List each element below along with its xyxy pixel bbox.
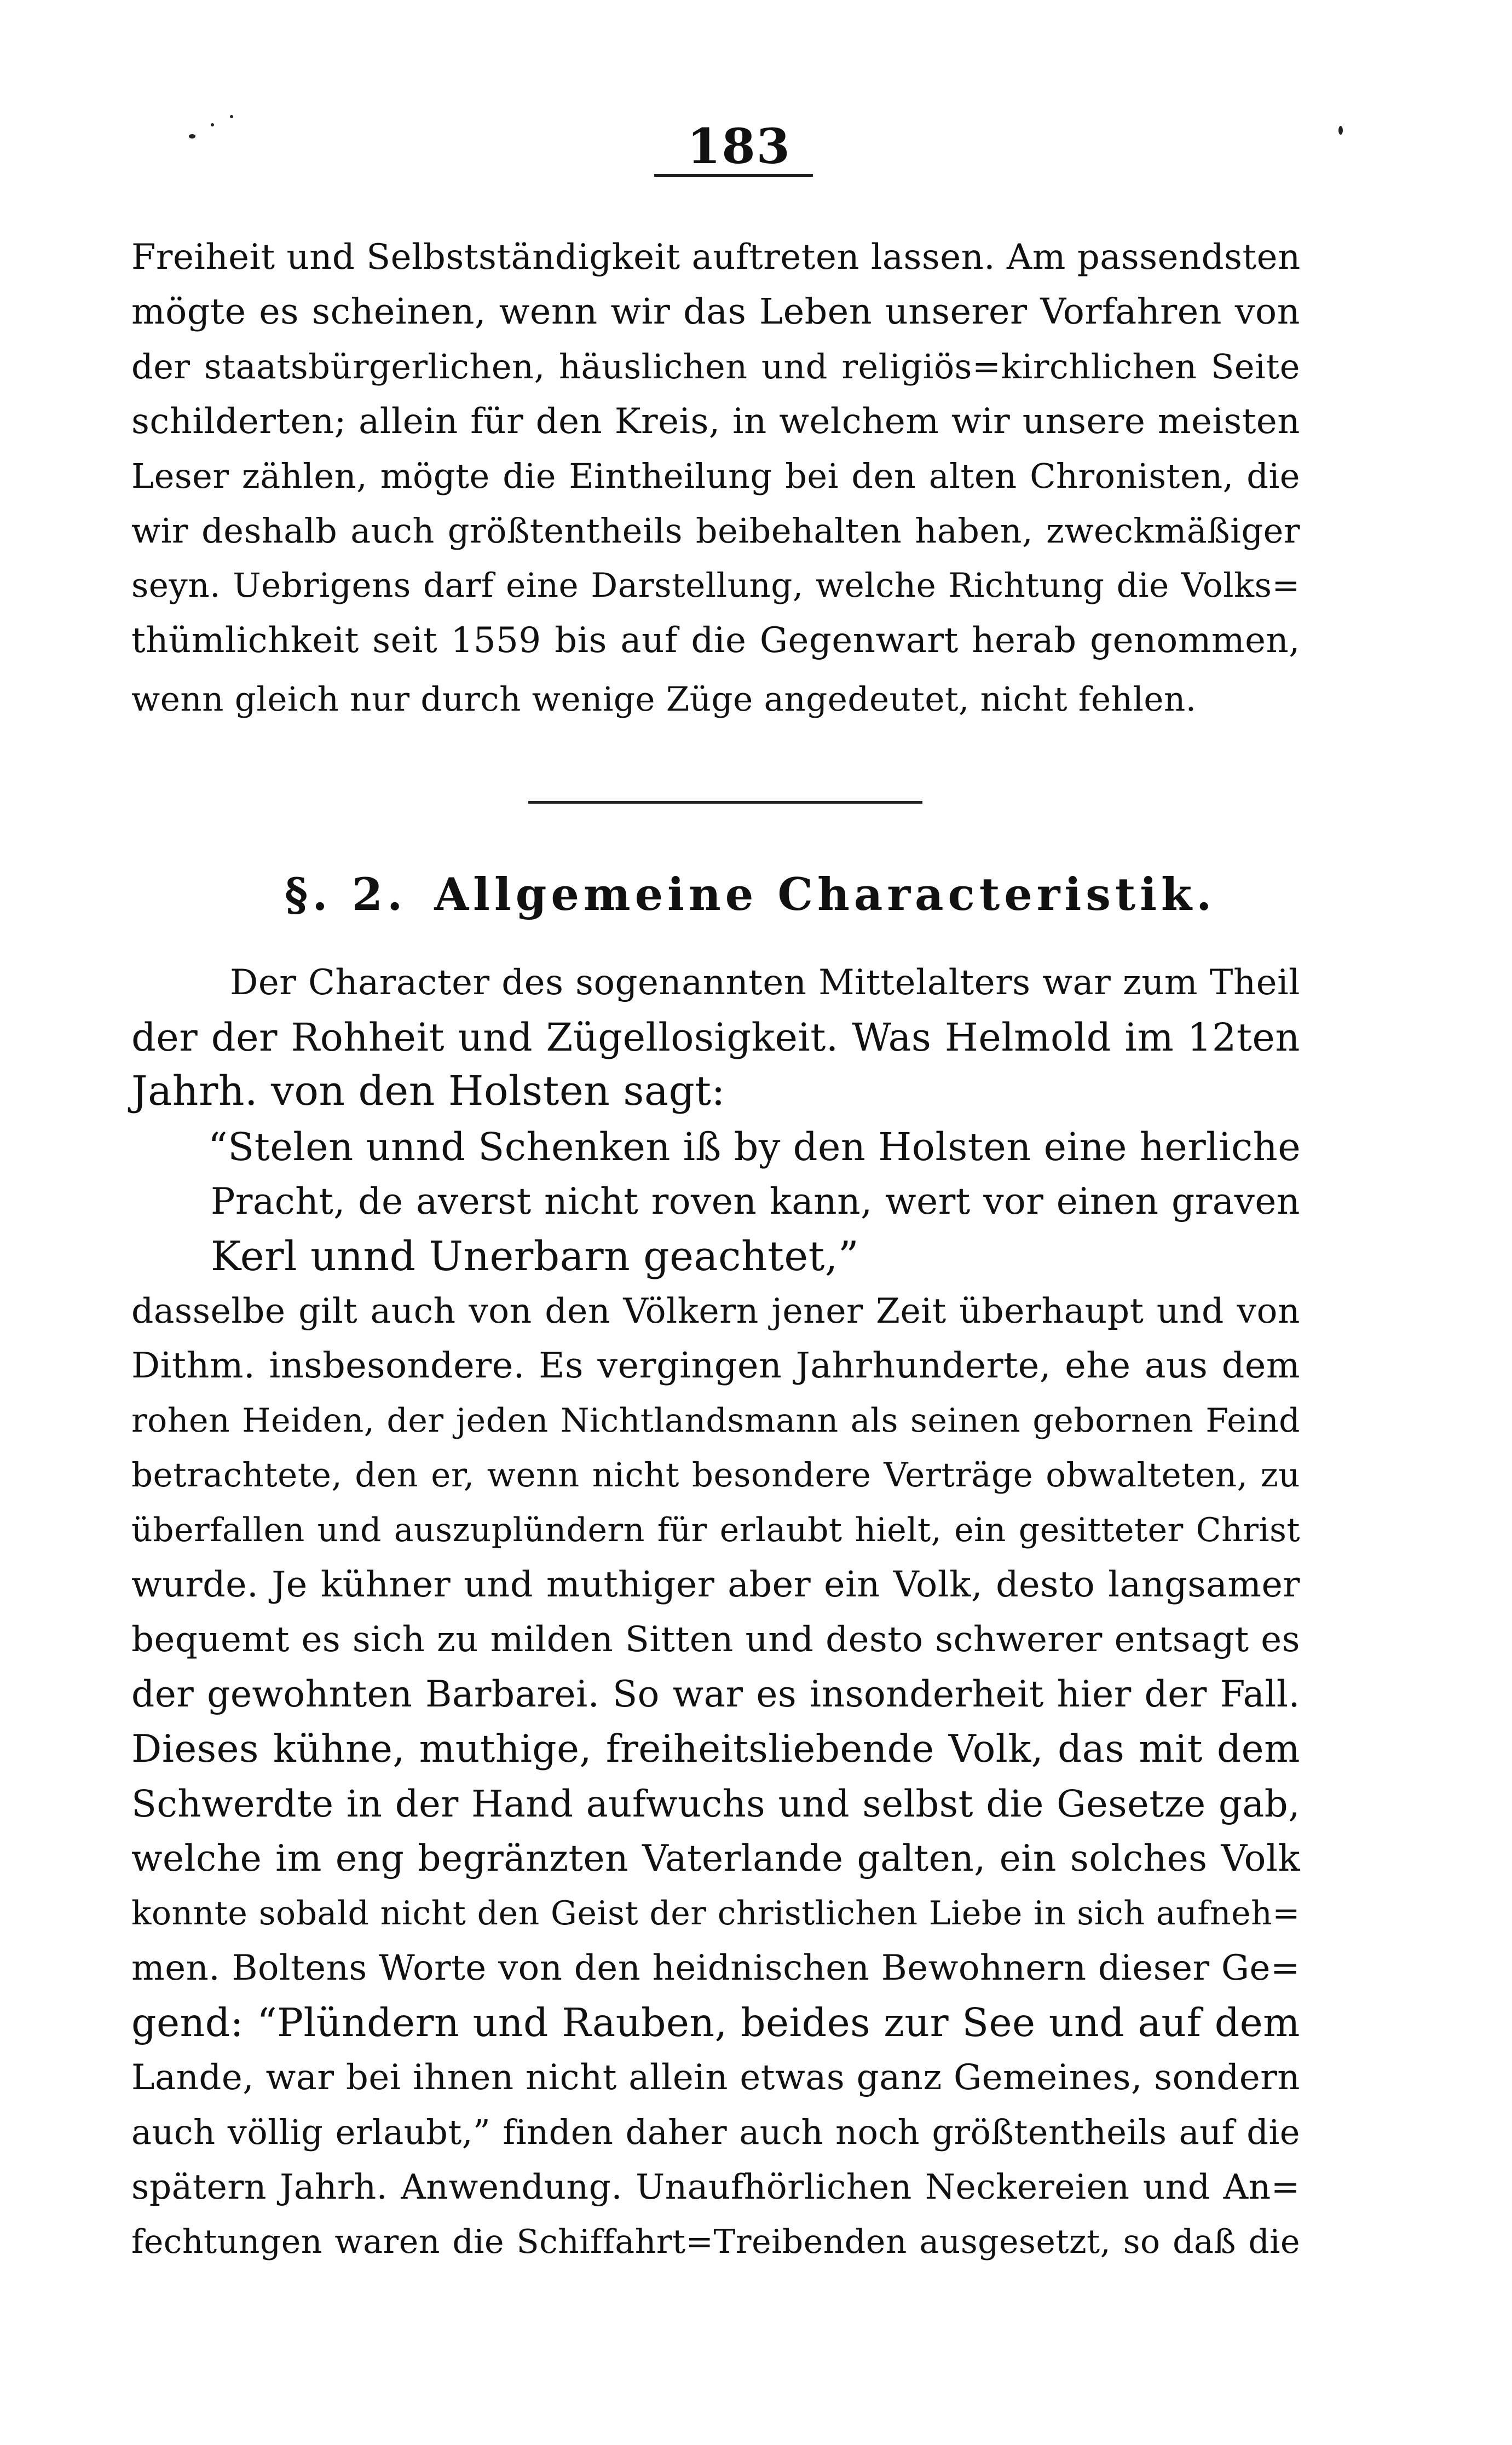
text-line: welche im eng begränzten Vaterlande galten, ein solches Volk [131, 1837, 1300, 1879]
section-number: §. 2. [285, 869, 407, 921]
text-line: konnte sobald nicht den Geist der christlichen Liebe in sich aufneh= [131, 1894, 1300, 1933]
text-line: wir deshalb auch größtentheils beibehalten haben, zweckmäßiger [131, 511, 1300, 551]
quote-line: “Stelen unnd Schenken iß by den Holsten eine herliche [208, 1125, 1301, 1169]
text-line: thümlichkeit seit 1559 bis auf die Gegenwart herab genommen, [131, 620, 1300, 661]
text-line: der staatsbürgerlichen, häuslichen und religiös=kirchlichen Seite [131, 347, 1300, 387]
ink-speck [1338, 126, 1343, 135]
text-line: überfallen und auszuplündern für erlaubt hielt, ein gesitteter Christ [131, 1511, 1300, 1549]
section-divider [528, 801, 922, 804]
text-line: Schwerdte in der Hand aufwuchs und selbst die Gesetze gab, [131, 1783, 1300, 1825]
header-rule [654, 174, 813, 177]
ink-speck [189, 134, 195, 139]
text-line: Jahrh. von den Holsten sagt: [131, 1068, 725, 1115]
text-line: rohen Heiden, der jeden Nichtlandsmann als seinen gebornen Feind [131, 1402, 1300, 1440]
ink-speck [230, 115, 233, 118]
text-line: mögte es scheinen, wenn wir das Leben unserer Vorfahren von [131, 291, 1300, 332]
text-line: bequemt es sich zu milden Sitten und desto schwerer entsagt es [131, 1619, 1300, 1660]
text-line: Lande, war bei ihnen nicht allein etwas ganz Gemeines, sondern [131, 2057, 1300, 2098]
text-line: seyn. Uebrigens darf eine Darstellung, welche Richtung die Volks= [131, 566, 1300, 605]
text-line: Freiheit und Selbstständigkeit auftreten lassen. Am passendsten [131, 237, 1301, 278]
page-number: 183 [687, 118, 791, 175]
text-line: Dithm. insbesondere. Es vergingen Jahrhunderte, ehe aus dem [131, 1345, 1300, 1386]
text-line: men. Boltens Worte von den heidnischen Bewohnern dieser Ge= [131, 1948, 1300, 1988]
text-line: auch völlig erlaubt,” finden daher auch noch größtentheils auf die [131, 2112, 1300, 2152]
text-line: Der Character des sogenannten Mittelalters war zum Theil [230, 962, 1300, 1003]
text-line: Dieses kühne, muthige, freiheitsliebende Volk, das mit dem [131, 1727, 1300, 1771]
text-line: spätern Jahrh. Anwendung. Unaufhörlichen Neckereien und An= [131, 2167, 1300, 2207]
text-line: wurde. Je kühner und muthiger aber ein Volk, desto langsamer [131, 1564, 1300, 1605]
section-heading [285, 860, 1215, 931]
text-line: fechtungen waren die Schiffahrt=Treibenden ausgesetzt, so daß die [131, 2223, 1300, 2261]
text-line: betrachtete, den er, wenn nicht besondere Verträge obwalteten, zu [131, 1456, 1300, 1495]
text-line: gend: “Plündern und Rauben, beides zur See und auf dem [131, 2000, 1300, 2045]
text-line: wenn gleich nur durch wenige Züge angedeutet, nicht fehlen. [131, 680, 1197, 719]
quote-line: Pracht, de averst nicht roven kann, wert vor einen graven [211, 1180, 1300, 1222]
ink-speck [211, 123, 214, 126]
text-line: der der Rohheit und Zügellosigkeit. Was Helmold im 12ten [131, 1015, 1300, 1060]
quote-line: Kerl unnd Unerbarn geachtet,” [211, 1233, 859, 1280]
text-line: schilderten; allein für den Kreis, in welchem wir unsere meisten [131, 401, 1300, 442]
section-title: Allgemeine Characteristik. [434, 869, 1216, 921]
text-line: Leser zählen, mögte die Eintheilung bei den alten Chronisten, die [131, 456, 1300, 496]
text-line: dasselbe gilt auch von den Völkern jener Zeit überhaupt und von [131, 1291, 1300, 1331]
text-line: der gewohnten Barbarei. So war es insonderheit hier der Fall. [131, 1673, 1300, 1715]
